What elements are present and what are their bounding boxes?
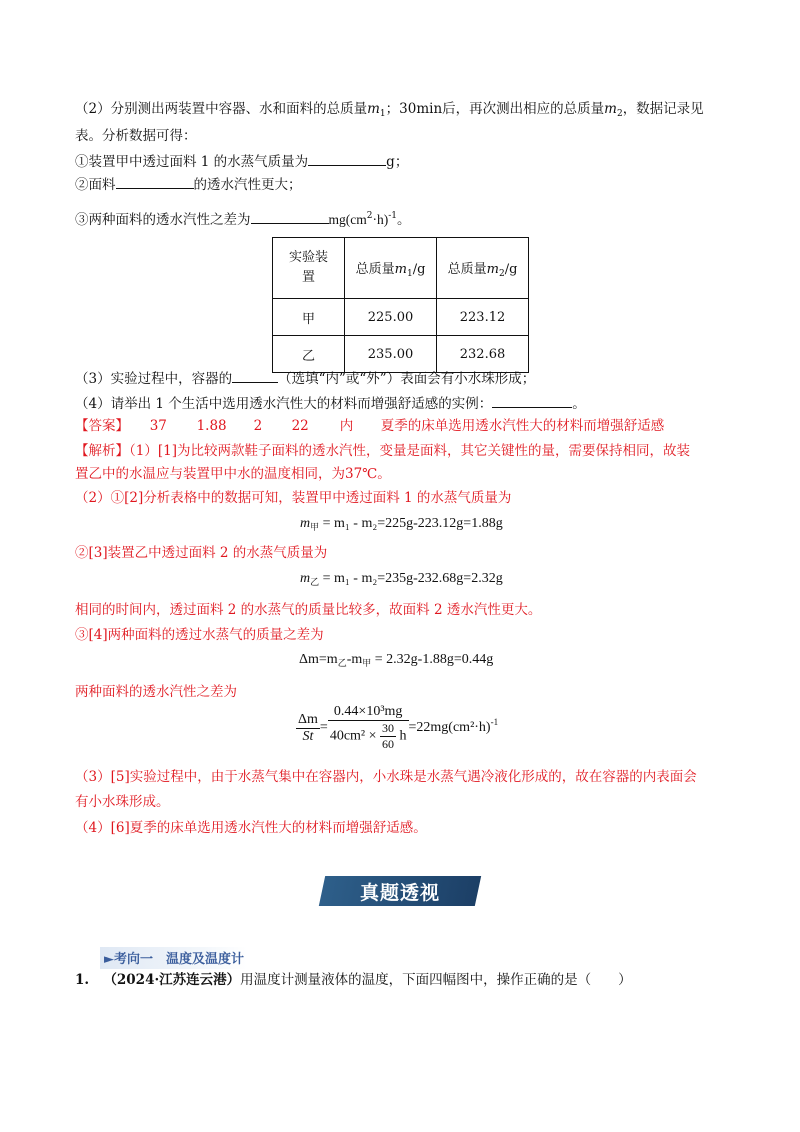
answer-line: 【答案】 37 1.88 2 22 内 夏季的床单选用透水汽性大的材料而增强舒适感 — [75, 418, 665, 434]
q2-item-1: ①装置甲中透过面料 1 的水蒸气质量为 g； — [75, 151, 408, 172]
answer-blank[interactable] — [251, 209, 329, 224]
answer-blank[interactable] — [308, 151, 386, 166]
analysis-line-2: 置乙中的水温应与装置甲中水的温度相同，为37℃。 — [75, 466, 391, 482]
section-banner — [322, 870, 478, 910]
cell-m1: 235.00 — [345, 336, 437, 373]
cell-m2: 223.12 — [437, 299, 529, 336]
formula-permeability: $\frac{\Delta m}{St}$ = 0.44×10³mg 40cm² × $\frac{30}{60}$ h $=22mg(cm^2\cdot h)^{-1}$ — [298, 704, 499, 751]
analysis-line-8: （3）[5]实验过程中，由于水蒸气集中在容器内，小水珠是水蒸气遇冷液化形成的，故在容器的内表面会 — [75, 769, 697, 785]
analysis-line-3: （2）①[2]分析表格中的数据可知，装置甲中透过面料 1 的水蒸气质量为 — [75, 490, 512, 506]
table-row — [273, 299, 529, 336]
q2-line-2: 表。分析数据可得： — [75, 128, 197, 144]
cell-device: 甲 — [273, 299, 345, 336]
answer-blank[interactable] — [232, 368, 278, 383]
answer-blank[interactable] — [492, 393, 572, 408]
q3-line: （3）实验过程中，容器的 （选填“内”或“外”）表面会有小水珠形成； — [75, 368, 535, 389]
answer-blank[interactable] — [116, 174, 194, 189]
q4-line: （4）请举出 1 个生活中选用透水汽性大的材料而增强舒适感的实例： 。 — [75, 393, 586, 414]
banner-title: 真题透视 — [359, 882, 440, 904]
section-heading: ►考向一 温度及温度计 — [100, 947, 247, 969]
q2-item-3: ③两种面料的透水汽性之差为 $mg(cm^2\cdot h)^{-1}$。 — [75, 211, 411, 228]
q2-line-1: （2）分别测出两装置中容器、水和面料的总质量$m_1$；30min后，再次测出相应的总质量$m_2$，数据记录见 — [75, 101, 704, 119]
formula-m-jia: $m_甲 = m_1 - m_2=225g-223.12g=1.88g$ — [300, 516, 503, 532]
table-row — [273, 336, 529, 373]
header-device: 实验装 置 — [273, 238, 345, 299]
cell-m1: 225.00 — [345, 299, 437, 336]
table-header-row — [273, 238, 529, 299]
analysis-line-10: （4）[6]夏季的床单选用透水汽性大的材料而增强舒适感。 — [75, 820, 427, 836]
analysis-line-5: 相同的时间内，透过面料 2 的水蒸气的质量比较多，故面料 2 透水汽性更大。 — [75, 602, 542, 618]
q2-item-2: ②面料 的透水汽性更大； — [75, 174, 302, 195]
analysis-line-6: ③[4]两种面料的透过水蒸气的质量之差为 — [75, 627, 324, 643]
header-m1: 总质量$m_1/g$ — [345, 238, 437, 299]
formula-delta-m: $\Delta m=m_乙-m_甲 = 2.32g-1.88g=0.44g$ — [299, 652, 494, 668]
analysis-line-1: 【解析】（1）[1]为比较两款鞋子面料的透水汽性，变量是面料，其它关键性的量，需要保持相同，故装 — [75, 443, 690, 459]
analysis-line-7: 两种面料的透水汽性之差为 — [75, 684, 237, 700]
cell-device: 乙 — [273, 336, 345, 373]
analysis-line-4: ②[3]装置乙中透过面料 2 的水蒸气质量为 — [75, 545, 328, 561]
cell-m2: 232.68 — [437, 336, 529, 373]
header-m2: 总质量$m_2/g$ — [437, 238, 529, 299]
data-table — [272, 237, 529, 373]
analysis-line-9: 有小水珠形成。 — [75, 794, 170, 810]
formula-m-yi: $m_乙 = m_1 - m_2=235g-232.68g=2.32g$ — [300, 571, 503, 587]
question-1: 1. （2024·江苏连云港）用温度计测量液体的温度，下面四幅图中，操作正确的是（ ） — [75, 972, 632, 988]
